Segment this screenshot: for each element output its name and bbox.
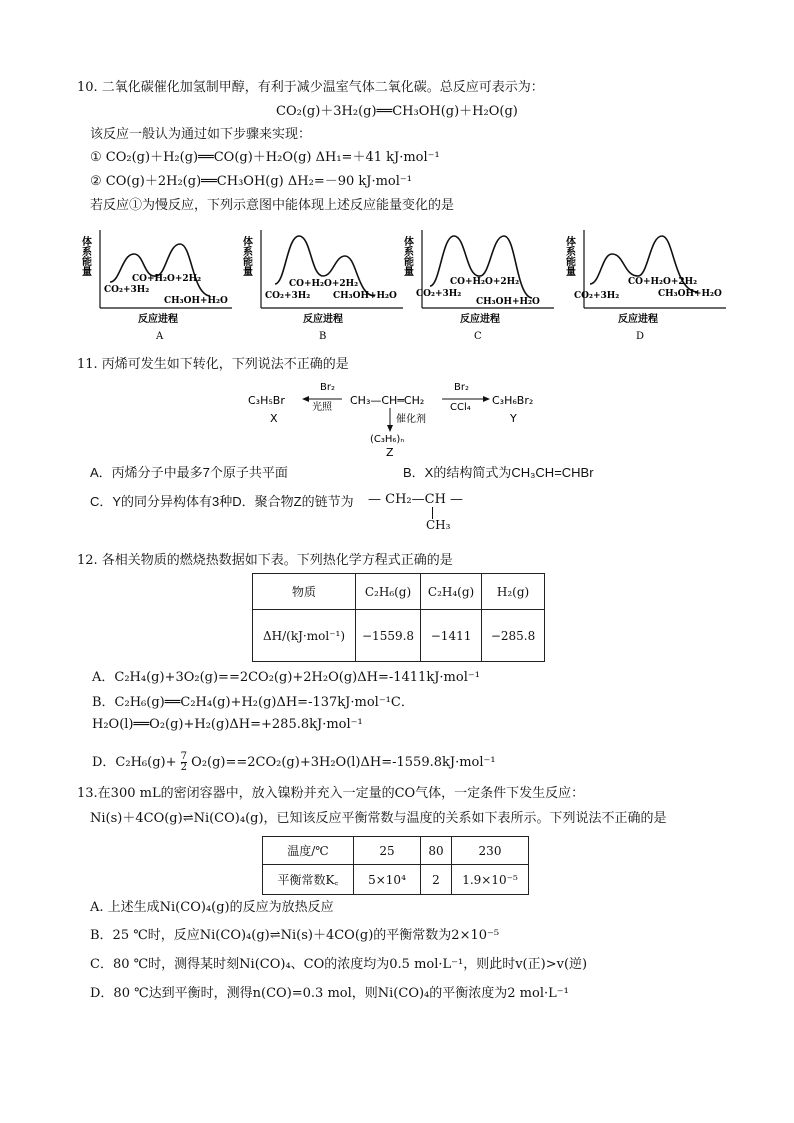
q10-intro: 该反应一般认为通过如下步骤来实现： xyxy=(90,127,312,142)
q10-step2: ② CO(g)＋2H₂(g)══CH₃OH(g) ΔH₂=－90 kJ·mol⁻¹ xyxy=(90,174,412,189)
q13-table-cell: 2 xyxy=(421,865,452,895)
svg-text:CO+H₂O+2H₂: CO+H₂O+2H₂ xyxy=(289,279,359,289)
svg-text:CH₃OH+H₂O: CH₃OH+H₂O xyxy=(333,291,397,301)
svg-text:Z: Z xyxy=(386,446,394,459)
svg-text:CO₂+3H₂: CO₂+3H₂ xyxy=(416,289,462,299)
q13-table xyxy=(262,836,529,895)
svg-text:B: B xyxy=(319,331,327,342)
svg-text:C: C xyxy=(474,331,482,342)
svg-text:X: X xyxy=(270,412,278,425)
q12-option-b: B．C₂H₆(g)══C₂H₄(g)+H₂(g)ΔH=-137kJ·mol⁻¹C． xyxy=(92,695,414,710)
q10-question: 若反应①为慢反应，下列示意图中能体现上述反应能量变化的是 xyxy=(90,198,455,213)
q11-option-b: B．X的结构简式为CH₃CH=CHBr xyxy=(403,465,594,480)
svg-text:C₃H₅Br: C₃H₅Br xyxy=(248,394,285,407)
q12-table xyxy=(252,573,545,662)
q11-polymer-unit: — CH₂—CH — xyxy=(368,492,464,507)
svg-text:CCl₄: CCl₄ xyxy=(450,402,471,413)
q11-option-a: A．丙烯分子中最多7个原子共平面 xyxy=(90,465,288,480)
svg-text:CH₃OH+H₂O: CH₃OH+H₂O xyxy=(476,297,540,307)
svg-text:CO₂+3H₂: CO₂+3H₂ xyxy=(574,291,620,301)
svg-text:CH₃OH+H₂O: CH₃OH+H₂O xyxy=(164,296,228,306)
q12-option-d xyxy=(92,752,496,773)
svg-text:A: A xyxy=(156,331,164,342)
q13-table-header: 230 xyxy=(452,837,529,865)
q13-stem: 13.在300 mL的密闭容器中，放入镍粉并充入一定量的CO气体，一定条件下发生反应： xyxy=(77,786,585,801)
svg-text:体系能量: 体系能量 xyxy=(79,236,91,276)
svg-text:光照: 光照 xyxy=(312,402,332,413)
q12-option-d-suffix: O₂(g)==2CO₂(g)+3H₂O(l)ΔH=-1559.8kJ·mol⁻¹ xyxy=(191,755,496,770)
q11-reaction-scheme xyxy=(246,376,546,460)
q12-option-c: H₂O(l)══O₂(g)+H₂(g)ΔH=+285.8kJ·mol⁻¹ xyxy=(92,717,363,732)
q11-stem: 11. 丙烯可发生如下转化，下列说法不正确的是 xyxy=(77,357,349,372)
q13-table-header: 25 xyxy=(354,837,421,865)
svg-text:反应进程: 反应进程 xyxy=(303,314,343,325)
q12-stem: 12. 各相关物质的燃烧热数据如下表。下列热化学方程式正确的是 xyxy=(77,553,453,568)
q13-table-header: 80 xyxy=(421,837,452,865)
q12-table-header: C₂H₆(g) xyxy=(356,574,421,610)
svg-text:CO+H₂O+2H₂: CO+H₂O+2H₂ xyxy=(450,277,520,287)
q12-table-header: H₂(g) xyxy=(482,574,545,610)
svg-text:CO₂+3H₂: CO₂+3H₂ xyxy=(104,285,150,295)
q12-table-cell: −1559.8 xyxy=(356,610,421,662)
svg-text:体系能量: 体系能量 xyxy=(240,236,252,276)
svg-text:体系能量: 体系能量 xyxy=(401,236,413,276)
svg-text:C₃H₆Br₂: C₃H₆Br₂ xyxy=(492,394,534,407)
energy-diagram-d xyxy=(563,226,756,346)
svg-text:D: D xyxy=(636,331,645,342)
q12-table-header: 物质 xyxy=(253,574,356,610)
q13-table-cell: 平衡常数K꜀ xyxy=(263,865,354,895)
q10-total-equation: CO₂(g)＋3H₂(g)══CH₃OH(g)＋H₂O(g) xyxy=(276,104,518,119)
q13-option-c: C．80 ℃时，测得某时刻Ni(CO)₄、CO的浓度均为0.5 mol·L⁻¹，则此时v(正)>v(逆) xyxy=(90,957,588,972)
svg-text:反应进程: 反应进程 xyxy=(618,314,658,325)
q13-option-a: A. 上述生成Ni(CO)₄(g)的反应为放热反应 xyxy=(90,900,334,915)
svg-text:CH₃OH+H₂O: CH₃OH+H₂O xyxy=(658,289,722,299)
q12-table-cell: −285.8 xyxy=(482,610,545,662)
fraction-denominator: 2 xyxy=(180,762,188,773)
svg-text:催化剂: 催化剂 xyxy=(396,414,426,425)
q12-table-cell: ΔH/(kJ·mol⁻¹) xyxy=(253,610,356,662)
q11-option-c-d: C．Y的同分异构体有3种D．聚合物Z的链节为 xyxy=(90,494,354,509)
svg-text:CH₃—CH═CH₂: CH₃—CH═CH₂ xyxy=(350,394,425,407)
q10-stem: 10. 二氧化碳催化加氢制甲醇，有利于减少温室气体二氧化碳。总反应可表示为： xyxy=(77,80,544,95)
q13-stem-line2: Ni(s)＋4CO(g)⇌Ni(CO)₄(g)，已知该反应平衡常数与温度的关系如下表所示。下列说法不正确的是 xyxy=(90,811,667,826)
svg-text:CO₂+3H₂: CO₂+3H₂ xyxy=(265,291,311,301)
svg-text:Y: Y xyxy=(510,412,517,425)
q12-table-cell: −1411 xyxy=(421,610,482,662)
q13-option-d: D．80 ℃达到平衡时，测得n(CO)=0.3 mol，则Ni(CO)₄的平衡浓度为2 mol·L⁻¹ xyxy=(90,986,569,1001)
svg-text:CO+H₂O+2H₂: CO+H₂O+2H₂ xyxy=(628,277,698,287)
fraction-numerator: 7 xyxy=(180,751,188,762)
svg-text:体系能量: 体系能量 xyxy=(563,236,575,276)
q12-option-a: A．C₂H₄(g)+3O₂(g)==2CO₂(g)+2H₂O(g)ΔH=-1411kJ·mol⁻¹ xyxy=(92,670,480,685)
q12-option-d-prefix: D．C₂H₆(g)+ xyxy=(92,755,177,770)
svg-text:Br₂: Br₂ xyxy=(320,382,335,393)
q12-table-header: C₂H₄(g) xyxy=(421,574,482,610)
svg-text:(C₃H₆)ₙ: (C₃H₆)ₙ xyxy=(370,434,405,445)
q13-table-header: 温度/℃ xyxy=(263,837,354,865)
q13-table-cell: 1.9×10⁻⁵ xyxy=(452,865,529,895)
svg-text:反应进程: 反应进程 xyxy=(460,314,500,325)
q13-table-cell: 5×10⁴ xyxy=(354,865,421,895)
q13-option-b: B．25 ℃时，反应Ni(CO)₄(g)⇌Ni(s)＋4CO(g)的平衡常数为2×10⁻⁵ xyxy=(90,928,500,943)
svg-text:Br₂: Br₂ xyxy=(454,382,469,393)
q10-step1: ① CO₂(g)＋H₂(g)══CO(g)＋H₂O(g) ΔH₁=＋41 kJ·mol⁻¹ xyxy=(90,150,440,165)
q11-polymer-branch: CH₃ xyxy=(426,518,451,532)
svg-text:反应进程: 反应进程 xyxy=(138,314,178,325)
svg-text:CO+H₂O+2H₂: CO+H₂O+2H₂ xyxy=(132,274,202,284)
